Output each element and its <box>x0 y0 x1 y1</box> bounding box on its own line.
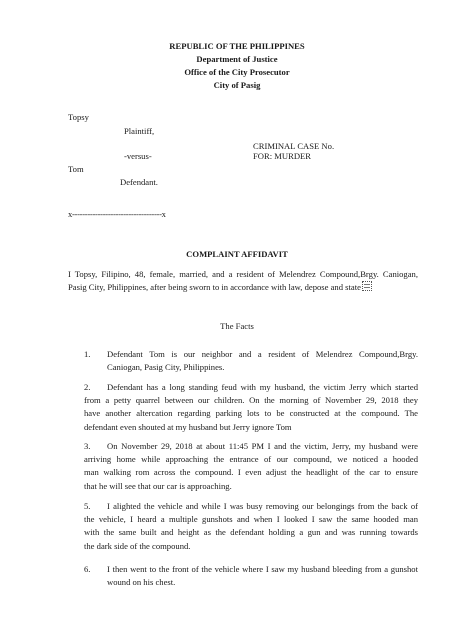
fact-line: have another altercation regarding parking lots to be constructed at the compound. The <box>84 408 418 419</box>
plaintiff-name: Topsy <box>68 112 89 122</box>
fact-number: 3. <box>84 441 91 451</box>
fact-line: I alighted the vehicle and while I was busy removing our belongings from the back of <box>107 501 418 511</box>
header-office: Office of the City Prosecutor <box>184 67 290 77</box>
caption-divider: x-----------------------------------x <box>68 209 166 219</box>
fact-line: Defendant has a long standing feud with my husband, the victim Jerry which started <box>107 382 418 392</box>
defendant-name: Tom <box>68 164 84 174</box>
case-number: CRIMINAL CASE No. <box>253 141 335 151</box>
fact-line: wound on his chest. <box>107 577 176 588</box>
placeholder-glyph-icon <box>362 281 372 291</box>
fact-line: Caniogan, Pasig City, Philippines. <box>107 362 225 373</box>
fact-line: the dark side of the compound. <box>84 540 191 551</box>
facts-heading: The Facts <box>220 321 254 331</box>
fact-number: 1. <box>84 349 91 359</box>
header-republic: REPUBLIC OF THE PHILIPPINES <box>169 41 305 51</box>
fact-line: with the same built and height as the defendant holding a gun and was running towards <box>84 527 418 538</box>
fact-line: Defendant Tom is our neighbor and a resident of Melendrez Compound,Brgy. <box>107 349 418 359</box>
intro-line: I Topsy, Filipino, 48, female, married, and a resident of Melendrez Compound,Brgy. Caniogan, <box>68 269 418 279</box>
intro-paragraph <box>68 268 418 294</box>
versus-label: -versus- <box>124 151 152 161</box>
fact-line: man walking rom across the compound. I even adjust the headlight of the car to ensure <box>84 467 418 478</box>
fact-line: defendant even shouted at my husband but Jerry ignore Tom <box>84 421 292 432</box>
plaintiff-role: Plaintiff, <box>124 126 155 136</box>
fact-number: 6. <box>84 564 91 574</box>
document-title: COMPLAINT AFFIDAVIT <box>186 249 288 259</box>
fact-line: from a petty quarrel between our children. On the morning of November 29, 2018 they <box>84 395 418 406</box>
fact-line: the vehicle, I heard a multiple gunshots and when I looked I saw the same hooded man <box>84 514 418 525</box>
fact-line: that he will see that our car is approaching. <box>84 480 232 491</box>
header-city: City of Pasig <box>213 80 261 90</box>
fact-line: I then went to the front of the vehicle where I saw my husband bleeding from a gunshot <box>107 564 418 574</box>
case-charge: FOR: MURDER <box>253 151 312 161</box>
header-department: Department of Justice <box>196 54 278 64</box>
fact-number: 5. <box>84 501 91 511</box>
fact-number: 2. <box>84 382 91 392</box>
intro-line: Pasig City, Philippines, after being sworn to in accordance with law, depose and state <box>68 281 418 294</box>
defendant-role: Defendant. <box>120 177 158 187</box>
fact-line: On November 29, 2018 at about 11:45 PM I and the victim, Jerry, my husband were <box>107 441 418 451</box>
fact-line: arriving home while approaching the entrance of our compound, we noticed a hooded <box>84 454 418 465</box>
